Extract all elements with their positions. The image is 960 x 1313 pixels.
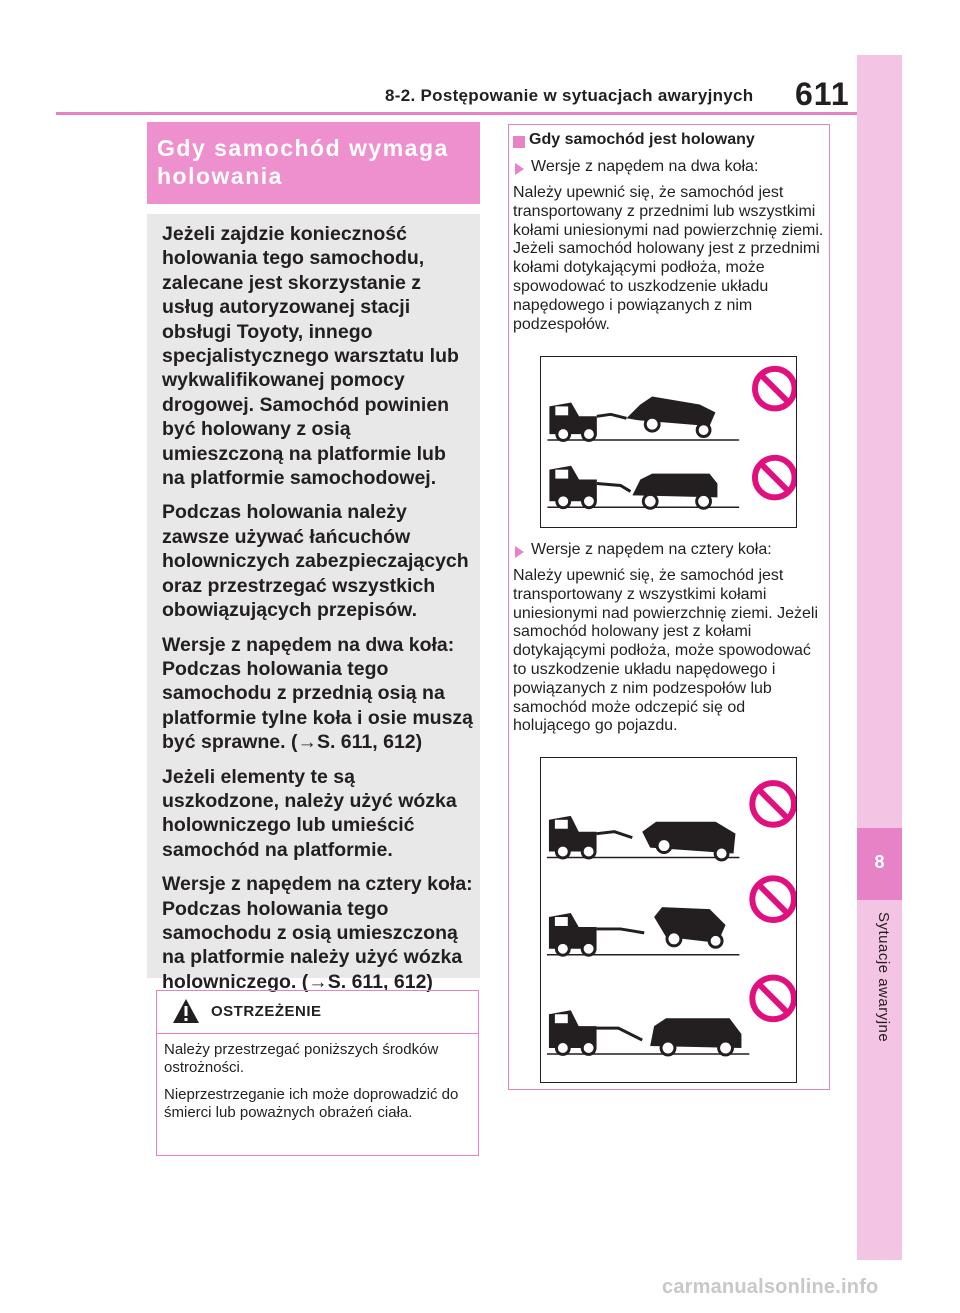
arrow-bullet-icon bbox=[515, 546, 524, 558]
four-wheel-drive-subheading: Wersje z napędem na cztery koła: bbox=[531, 541, 772, 558]
page-number: 611 bbox=[795, 76, 850, 112]
tow-scene-front-lifted bbox=[547, 878, 794, 955]
four-wheel-drive-text: Należy upewnić się, że samochód jest transportowany z wszystkimi kołami uniesionymi nad powierzchnię ziemi. Jeżeli samochód holowany jest z kołami dotykającymi podłoża, może spowodować to uszkodzenie układu napędowego i powiązanych z nim podzespołów lub samochód może odczepić się od holującego go pojazdu. bbox=[513, 567, 819, 735]
tow-scene-front-lifted bbox=[547, 458, 794, 508]
warning-text: Należy przestrzegać poniższych środków ostrożności. bbox=[164, 1041, 439, 1076]
info-paragraph: Wersje z napędem na cztery koła: Podczas holowania tego samochodu z osią umieszczoną na platformie należy użyć wózka holowniczego. (→S. 611, 612) bbox=[162, 873, 473, 993]
info-paragraph: Jeżeli elementy te są uszkodzone, należy użyć wózka holowniczego lub umieścić samochód na platformie. bbox=[162, 765, 457, 861]
warning-title: OSTRZEŻENIE bbox=[211, 1003, 322, 1020]
towing-heading: Gdy samochód jest holowany bbox=[529, 131, 755, 148]
warning-text: Nieprzestrzeganie ich może doprowadzić do śmierci lub poważnych obrażeń ciała. bbox=[164, 1086, 459, 1121]
arrow-bullet-icon bbox=[515, 163, 524, 175]
tow-scene-rear-lifted bbox=[547, 369, 794, 441]
chapter-number: 8 bbox=[874, 852, 885, 872]
running-header: 8-2. Postępowanie w sytuacjach awaryjnych bbox=[385, 86, 754, 105]
square-bullet-icon bbox=[513, 136, 525, 148]
header-rule bbox=[56, 112, 876, 115]
warning-divider bbox=[157, 1033, 478, 1034]
tow-scene-rear-lifted bbox=[547, 783, 794, 860]
two-wheel-drive-subheading: Wersje z napędem na dwa koła: bbox=[531, 158, 759, 175]
info-paragraph: Podczas holowania należy zawsze używać łańcuchów holowniczych zabezpieczających oraz przestrzegać wszystkich obowiązujących przepisów. bbox=[162, 501, 469, 622]
towing-prohibited-figure-2wd bbox=[540, 356, 797, 528]
warning-triangle-icon bbox=[172, 998, 200, 1024]
two-wheel-drive-text: Należy upewnić się, że samochód jest transportowany z przednimi lub wszystkimi kołami uniesionymi nad powierzchnię ziemi. Jeżeli samochód holowany jest z przednimi kołami dotykającymi podłoża, może spowodować to uszkodzenie układu napędowego i powiązanych z nim podzespołów. bbox=[513, 184, 824, 333]
chapter-tab bbox=[857, 55, 902, 1260]
tow-scene-all-wheels-down bbox=[547, 978, 794, 1055]
towing-prohibited-figure-4wd bbox=[540, 757, 797, 1083]
info-paragraph: Wersje z napędem na dwa koła: Podczas holowania tego samochodu z przednią osią na platformie tylne koła i osie muszą być sprawne. (→S. 611, 612) bbox=[162, 633, 474, 754]
section-title: Gdy samochód wymaga holowania bbox=[157, 135, 449, 189]
info-text bbox=[162, 222, 474, 1004]
footer-watermark: carmanualsonline.info bbox=[662, 1276, 879, 1298]
chapter-title: Sytuacje awaryjne bbox=[875, 912, 892, 1043]
info-paragraph: Jeżeli zajdzie konieczność holowania tego samochodu, zalecane jest skorzystanie z usług autoryzowanej stacji obsługi Toyoty, innego specjalistycznego warsztatu lub wykwalifikowanej pomocy drogowej. Samochód powinien być holowany z osią umieszczoną na platformie lub na platformie samochodowej. bbox=[162, 223, 459, 490]
